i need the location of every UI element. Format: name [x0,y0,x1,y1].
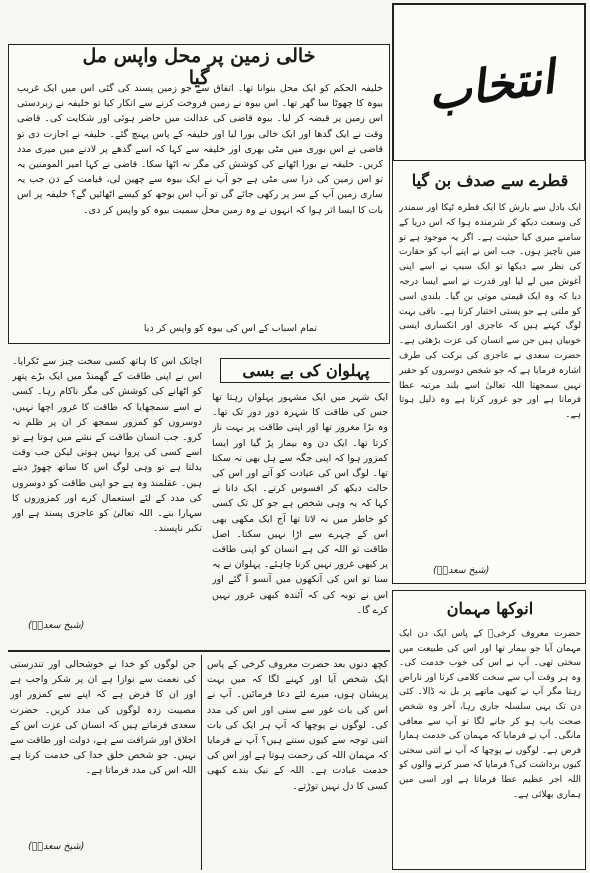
story1-box [8,44,390,344]
story2-credit: (شیخ سعدیؒ) [433,565,490,576]
story3-title: پہلوان کی بے بسی [220,358,390,383]
bottom-middle-box [205,655,390,870]
story4-box [392,590,586,870]
story2-box [392,160,586,584]
bottom-left-body: جن لوگوں کو خدا نے خوشحالی اور تندرستی کی نعمت سے نوازا ہے ان پر شکر واجب ہے اور ان کا فرض ہے کہ اپنے سے کمزور اور مصیبت زدہ لوگوں کی مدد کریں۔ حضرت سعدی فرماتے ہیں کہ انسان کی عزت اس کے اخلاق اور شرافت سے ہے، دولت اور طاقت سے نہیں۔ جو شخص خلق خدا کی خدمت کرتا ہے اللہ اس کی مدد فرماتا ہے۔ [10,659,196,777]
story1-body: خلیفہ الحکم کو ایک محل بنوانا تھا۔ اتفاق سے جو زمین پسند کی گئی اس میں ایک غریب بیوہ کا چھوٹا سا گھر تھا۔ اس بیوہ نے زمین فروخت کرنے سے انکار کیا تو خلیفہ نے زبردستی اس زمین پر قبضہ کر لیا۔ بیوہ قاضی کی عدالت میں حاضر ہوئی اور شکایت کی۔ قاضی وقت نے ایک گدھا اور ایک خالی بورا لیا اور خلیفہ کے پاس پہنچ گئے۔ خلیفہ نے اجازت دی تو قاضی نے اس بوری میں مٹی بھری اور خلیفہ سے کہا کہ اسے گدھے پر لادنے میں میری مدد کریں۔ خلیفہ نے بورا اٹھانے کی کوشش کی مگر نہ اٹھا سکا۔ قاضی نے کہا امیر المومنین یہ تو اس زمین کی ذرا سی مٹی ہے جو آپ نے ایک بیوہ سے چھین لی، قیامت کے دن جب یہ ساری زمین آپ کے سر پر رکھی جائے گی تو آپ اس بوجھ کو کیسے اٹھائیں گے؟ خلیفہ پر اس بات کا ایسا اثر ہوا کہ انہوں نے وہ زمین محل سمیت بیوہ کو واپس کر دی۔ [17,83,383,216]
story3-box [210,350,390,650]
left-column-body: اچانک اس کا ہاتھ کسی سخت چیز سے ٹکرایا۔ اس نے اپنی طاقت کے گھمنڈ میں ایک بڑے پتھر کو اٹھانے کی کوشش کی مگر ناکام رہا۔ کسی نے اسے سمجھایا کہ طاقت کا غرور اچھا نہیں، دوسروں کو کمزور سمجھ کر ان پر ظلم نہ کرو۔ جب انسان طاقت کے نشے میں ہوتا ہے تو اسے کسی کی پروا نہیں ہوتی لیکن جب وقت بدلتا ہے تو وہی لوگ اس کا ساتھ چھوڑ دیتے ہیں۔ عقلمند وہ ہے جو اپنی طاقت کو دوسروں کی مدد کے لئے استعمال کرے اور کمزوروں کا سہارا بنے۔ اللہ تعالیٰ کو عاجزی پسند ہے اور تکبر ناپسند۔ [12,356,202,535]
masthead-box [392,3,586,168]
bottom-middle-body: کچھ دنوں بعد حضرت معروف کرخی کے پاس ایک شخص آیا اور کہنے لگا کہ میں بہت پریشان ہوں، میرے لئے دعا فرمائیں۔ آپ نے اس کی بات غور سے سنی اور اس کی مدد کی۔ لوگوں نے پوچھا کہ آپ ہر ایک کی بات اتنی توجہ سے کیوں سنتے ہیں؟ آپ نے فرمایا کہ مہمان اللہ کی رحمت ہوتا ہے اور اس کی خدمت عبادت ہے۔ اللہ کے نیک بندے کبھی کسی کا دل نہیں توڑتے۔ [207,659,388,792]
story1-footer: تمام اسباب کے اس کی بیوہ کو واپس کر دیا [143,323,317,334]
bottom-left-box [8,655,198,870]
column-divider [201,655,202,870]
story2-body: ایک بادل سے بارش کا ایک قطرہ ٹپکا اور سمندر کی وسعت دیکھ کر شرمندہ ہوا کہ اس دریا کے سامنے میری کیا حیثیت ہے۔ اگر یہ موجود ہے تو میں ناچیز ہوں۔ جب اس نے اپنے آپ کو حقارت کی نظر سے دیکھا تو ایک سیپ نے اسے اپنی آغوش میں لے لیا اور قدرت نے اسے ایسا درجہ دیا کہ وہ ایک قیمتی موتی بن گیا۔ بلندی اسی کو ملتی ہے جو پستی اختیار کرتا ہے۔ باقی بہت لوگ کہتے ہیں کہ عاجزی اور انکساری ایسی خوبیاں ہیں جن سے انسان کی عزت بڑھتی ہے۔ حضرت سعدی نے عاجزی کی برکت کی طرف اشارہ فرمایا ہے کہ جو شخص دوسروں کو حقیر نہیں سمجھتا اللہ تعالیٰ اسے بلند مرتبہ عطا فرماتا ہے اور جو غرور کرتا ہے وہ ذلیل ہوتا ہے۔ [399,203,581,421]
bottom-left-credit: (شیخ سعدیؒ) [28,841,85,852]
story2-title: قطرے سے صدف بن گیا [411,171,569,190]
story1-title: خالی زمین پر محل واپس مل گیا [69,44,329,89]
story3-body: ایک شہر میں ایک مشہور پہلوان رہتا تھا جس کی طاقت کا شہرہ دور دور تک تھا۔ وہ بڑا مغرور تھا اور اپنی طاقت پر بہت ناز کرتا تھا۔ ایک دن وہ بیمار پڑ گیا اور ایسا کمزور ہوا کہ اپنی جگہ سے ہل بھی نہ سکتا تھا۔ لوگ اس کی عیادت کو آتے اور اس کی حالت دیکھ کر افسوس کرتے۔ ایک دانا نے کہا کہ یہ وہی شخص ہے جو کل تک کسی کو خاطر میں نہ لاتا تھا آج ایک مکھی بھی اس کے چہرے سے اڑا نہیں سکتا۔ اصل طاقت تو اللہ کی ہے انسان کو اپنی طاقت پر کبھی غرور نہیں کرنا چاہئے۔ پہلوان نے یہ سنا تو اس کی آنکھوں میں آنسو آ گئے اور اس نے توبہ کی کہ آئندہ کبھی غرور نہیں کرے گا۔ [212,392,388,616]
section-divider [8,650,390,652]
left-column-box [8,350,206,645]
story4-body: حضرت معروف کرخیؒ کے پاس ایک دن ایک مہمان آیا جو بیمار تھا اور اس کی طبیعت میں سختی تھی۔ آپ نے اس کی خوب خدمت کی۔ وہ ہر وقت آپ سے سخت کلامی کرتا اور ناراض رہتا مگر آپ نے کبھی ماتھے پر بل نہ ڈالا۔ کئی دن تک یہی سلسلہ جاری رہا، آخر وہ شخص صحت یاب ہو کر جانے لگا تو آپ سے معافی مانگی۔ آپ نے فرمایا کہ مہمان کی خدمت ہمارا فرض ہے۔ لوگوں نے پوچھا کہ آپ نے اتنی سختی کیوں برداشت کی؟ فرمایا کہ صبر کرنے والوں کو اللہ اجر عظیم عطا فرماتا ہے اور اسی میں ہماری بھلائی ہے۔ [399,629,581,800]
masthead-logo: انتخاب [424,49,558,121]
story4-title: انوکھا مہمان [446,599,534,618]
left-column-credit: (شیخ سعدیؒ) [28,620,85,631]
